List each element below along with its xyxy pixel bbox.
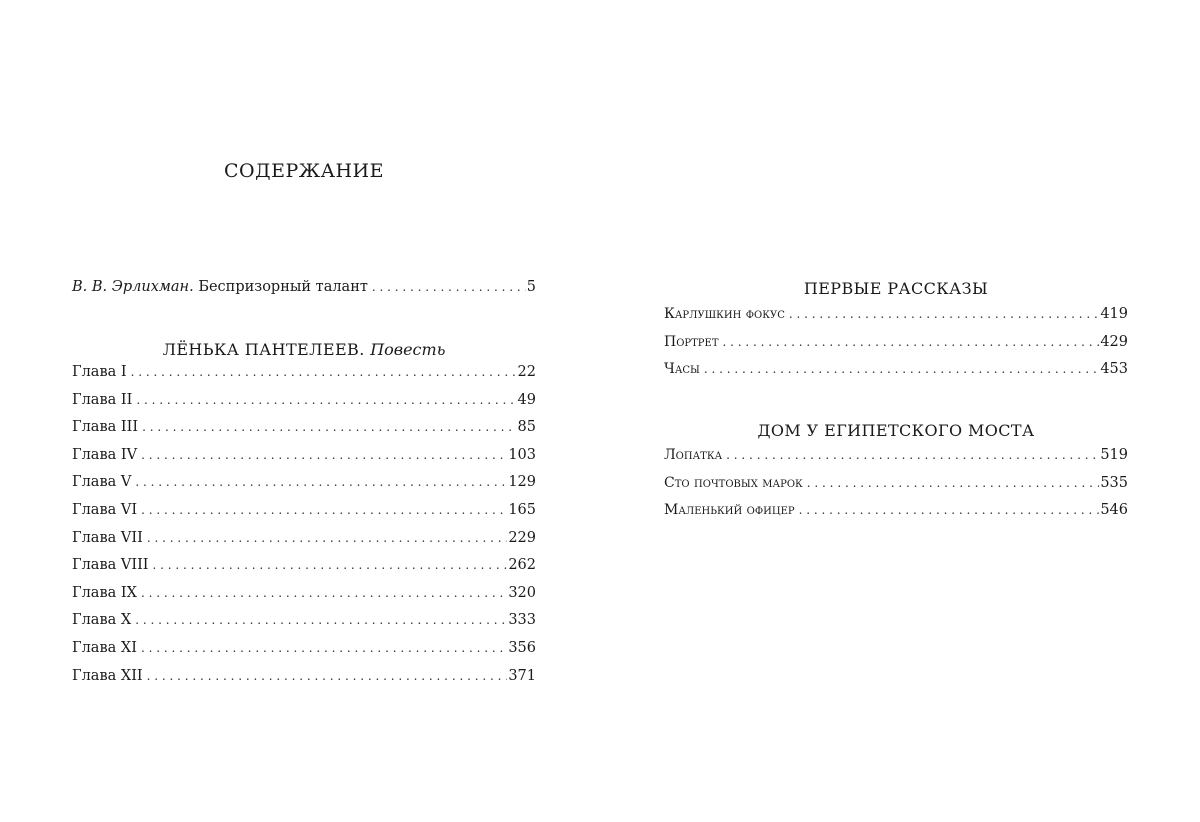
part1-title [72, 340, 536, 359]
chapter-label: Глава VII [72, 529, 143, 546]
chapter-label: Глава X [72, 612, 132, 629]
story-page: 546 [1100, 502, 1128, 519]
preface-list [72, 279, 536, 307]
part1-title-main: ЛЁНЬКА ПАНТЕЛЕЕВ. [162, 340, 365, 359]
dot-leader [726, 448, 1099, 462]
chapter-label: Глава XII [72, 667, 143, 684]
chapter-page: 165 [508, 501, 536, 518]
toc-entry-chapter-11[interactable] [72, 640, 536, 668]
chapter-page: 320 [508, 584, 536, 601]
story-page: 429 [1100, 333, 1128, 350]
toc-entry-chapter-1[interactable] [72, 364, 536, 392]
toc-entry-chapter-4[interactable] [72, 447, 536, 475]
part1-chapter-list [72, 364, 536, 695]
toc-entry-story-4[interactable] [664, 447, 1128, 475]
toc-entry-chapter-9[interactable] [72, 585, 536, 613]
toc-entry-story-6[interactable] [664, 502, 1128, 530]
part3-list [664, 447, 1128, 530]
chapter-label: Глава V [72, 474, 132, 491]
story-label: Лопатка [664, 447, 723, 463]
dot-leader [135, 475, 507, 489]
preface-author: В. В. Эрлихман. [72, 279, 194, 295]
toc-entry-story-2[interactable] [664, 334, 1128, 362]
preface-title: Беспризорный талант [198, 279, 368, 295]
chapter-label: Глава II [72, 391, 133, 408]
dot-leader [131, 365, 517, 379]
story-label: Портрет [664, 333, 719, 350]
preface-label [72, 279, 368, 295]
story-page: 453 [1100, 361, 1128, 378]
chapter-page: 49 [517, 391, 536, 408]
story-page: 535 [1100, 474, 1128, 491]
toc-entry-story-5[interactable] [664, 475, 1128, 503]
toc-entry-chapter-2[interactable] [72, 392, 536, 420]
part3-title: ДОМ У ЕГИПЕТСКОГО МОСТА [757, 421, 1035, 440]
dot-leader [135, 613, 507, 627]
dot-leader [141, 448, 507, 462]
chapter-page: 229 [508, 529, 536, 546]
story-label: Маленький офицер [664, 502, 795, 519]
chapter-page: 85 [517, 419, 536, 436]
story-label: Сто почтовых марок [664, 474, 803, 491]
chapter-label: Глава IX [72, 584, 137, 601]
contents-title: СОДЕРЖАНИЕ [224, 160, 384, 182]
story-label: Карлушкин фокус [664, 306, 785, 322]
toc-entry-chapter-3[interactable] [72, 419, 536, 447]
toc-entry-chapter-6[interactable] [72, 502, 536, 530]
part2-title: ПЕРВЫЕ РАССКАЗЫ [803, 279, 989, 298]
dot-leader [141, 586, 507, 600]
dot-leader [136, 393, 516, 407]
dot-leader [147, 669, 508, 683]
story-label: Часы [664, 361, 700, 378]
dot-leader [807, 476, 1100, 490]
toc-entry-chapter-10[interactable] [72, 612, 536, 640]
toc-entry-chapter-12[interactable] [72, 668, 536, 696]
dot-leader [142, 420, 516, 434]
chapter-page: 129 [508, 474, 536, 491]
dot-leader [704, 362, 1099, 376]
dot-leader [141, 641, 507, 655]
story-page: 419 [1100, 306, 1128, 322]
dot-leader [153, 558, 508, 572]
chapter-page: 371 [508, 667, 536, 684]
toc-entry-story-3[interactable] [664, 361, 1128, 389]
chapter-label: Глава VIII [72, 557, 149, 574]
toc-entry-chapter-8[interactable] [72, 557, 536, 585]
dot-leader [147, 531, 508, 545]
chapter-page: 103 [508, 446, 536, 463]
dot-leader [789, 307, 1099, 321]
chapter-page: 22 [517, 364, 536, 380]
chapter-page: 262 [508, 557, 536, 574]
story-page: 519 [1100, 447, 1128, 463]
chapter-label: Глава XI [72, 639, 137, 656]
toc-entry-chapter-5[interactable] [72, 474, 536, 502]
toc-entry-story-1[interactable] [664, 306, 1128, 334]
dot-leader [141, 503, 507, 517]
dot-leader [723, 335, 1100, 349]
part2-list [664, 306, 1128, 389]
preface-page: 5 [526, 279, 536, 295]
chapter-label: Глава IV [72, 446, 138, 463]
chapter-label: Глава I [72, 364, 127, 380]
dot-leader [372, 280, 526, 294]
dot-leader [799, 503, 1100, 517]
part1-subtitle: Повесть [370, 340, 446, 359]
chapter-label: Глава VI [72, 501, 138, 518]
preface-entry[interactable] [72, 279, 536, 307]
chapter-page: 356 [508, 639, 536, 656]
chapter-page: 333 [508, 612, 536, 629]
chapter-label: Глава III [72, 419, 139, 436]
toc-entry-chapter-7[interactable] [72, 530, 536, 558]
